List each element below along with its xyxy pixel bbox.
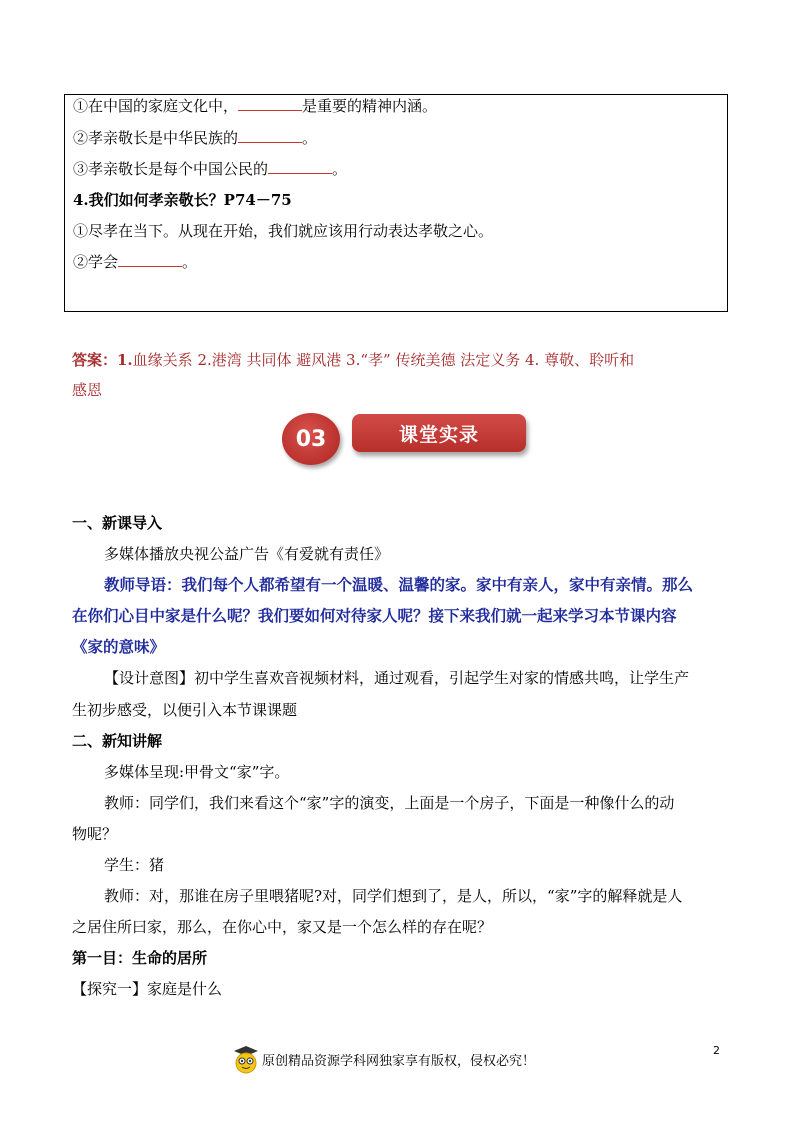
heading-new-knowledge: 二、新知讲解: [72, 732, 163, 750]
design-intent-1: 【设计意图】初中学生喜欢音视频材料，通过观看，引起学生对家的情感共鸣，让学生产: [104, 669, 690, 687]
box-line-6: [73, 252, 197, 272]
copyright-text: 原创精品资源学科网独家享有版权，侵权必究！: [262, 1053, 536, 1069]
box-line-5: ①尽孝在当下。从现在开始，我们就应该用行动表达孝敬之心。: [73, 222, 494, 240]
teacher-intro-2: 在你们心目中家是什么呢？我们要如何对待家人呢？接下来我们就一起来学习本节课内容: [72, 606, 677, 625]
line1-text: ①在中国的家庭文化中，: [73, 97, 239, 115]
paragraph-media: 多媒体播放央视公益广告《有爱就有责任》: [104, 545, 390, 563]
box-line-1: [73, 96, 437, 116]
footer: [232, 1044, 535, 1074]
page-number: 2: [713, 1044, 720, 1057]
line6-suffix: 。: [182, 253, 198, 271]
teacher-question-1: 教师：同学们，我们来看这个“家”字的演变，上面是一个房子，下面是一种像什么的动: [104, 794, 675, 812]
line3-text: ③孝亲敬长是每个中国公民的: [73, 160, 269, 178]
fill-blank: [238, 96, 302, 111]
line1-suffix: 是重要的精神内涵。: [302, 97, 438, 115]
answer-label: 答案：1.: [72, 351, 133, 369]
paragraph-oracle: 多媒体呈现:甲骨文“家”字。: [104, 763, 290, 781]
box-line-2: [73, 128, 317, 148]
heading-new-lesson: 一、新课导入: [72, 514, 163, 532]
line6-text: ②学会: [73, 253, 119, 271]
mascot-icon: [232, 1044, 260, 1074]
answer-text-2: 感恩: [72, 381, 103, 399]
section-title: 课堂实录: [352, 414, 526, 452]
teacher-intro-1: 教师导语：我们每个人都希望有一个温暖、温馨的家。家中有亲人，家中有亲情。那么: [104, 575, 694, 594]
answer-block: [72, 345, 732, 405]
heading-first-item: 第一目：生命的居所: [72, 949, 208, 967]
line2-suffix: 。: [302, 129, 318, 147]
fill-blank: [238, 128, 302, 143]
teacher-question-2: 物呢？: [72, 825, 118, 843]
teacher-response-2: 之居住所曰家，那么，在你心中，家又是一个怎么样的存在呢？: [72, 918, 493, 936]
section-badge: [282, 413, 532, 467]
box-line-3: [73, 159, 347, 179]
fill-blank: [268, 159, 332, 174]
teacher-intro-3: 《家的意味》: [72, 637, 166, 656]
line3-suffix: 。: [332, 160, 348, 178]
section-number: 03: [282, 413, 340, 465]
box-heading-4: 4.我们如何孝亲敬长？P74－75: [73, 191, 292, 209]
review-box: [64, 94, 728, 312]
answer-text-1: 血缘关系 2.港湾 共同体 避风港 3.“孝” 传统美德 法定义务 4. 尊敬、聆听和: [132, 351, 635, 369]
fill-blank: [118, 252, 182, 267]
student-answer: 学生：猪: [104, 856, 165, 874]
explore-one: 【探究一】家庭是什么: [72, 980, 223, 998]
teacher-response-1: 教师：对，那谁在房子里喂猪呢?对，同学们想到了，是人，所以，“家”字的解释就是人: [104, 887, 683, 905]
design-intent-2: 生初步感受，以便引入本节课课题: [72, 701, 298, 719]
line2-text: ②孝亲敬长是中华民族的: [73, 129, 239, 147]
